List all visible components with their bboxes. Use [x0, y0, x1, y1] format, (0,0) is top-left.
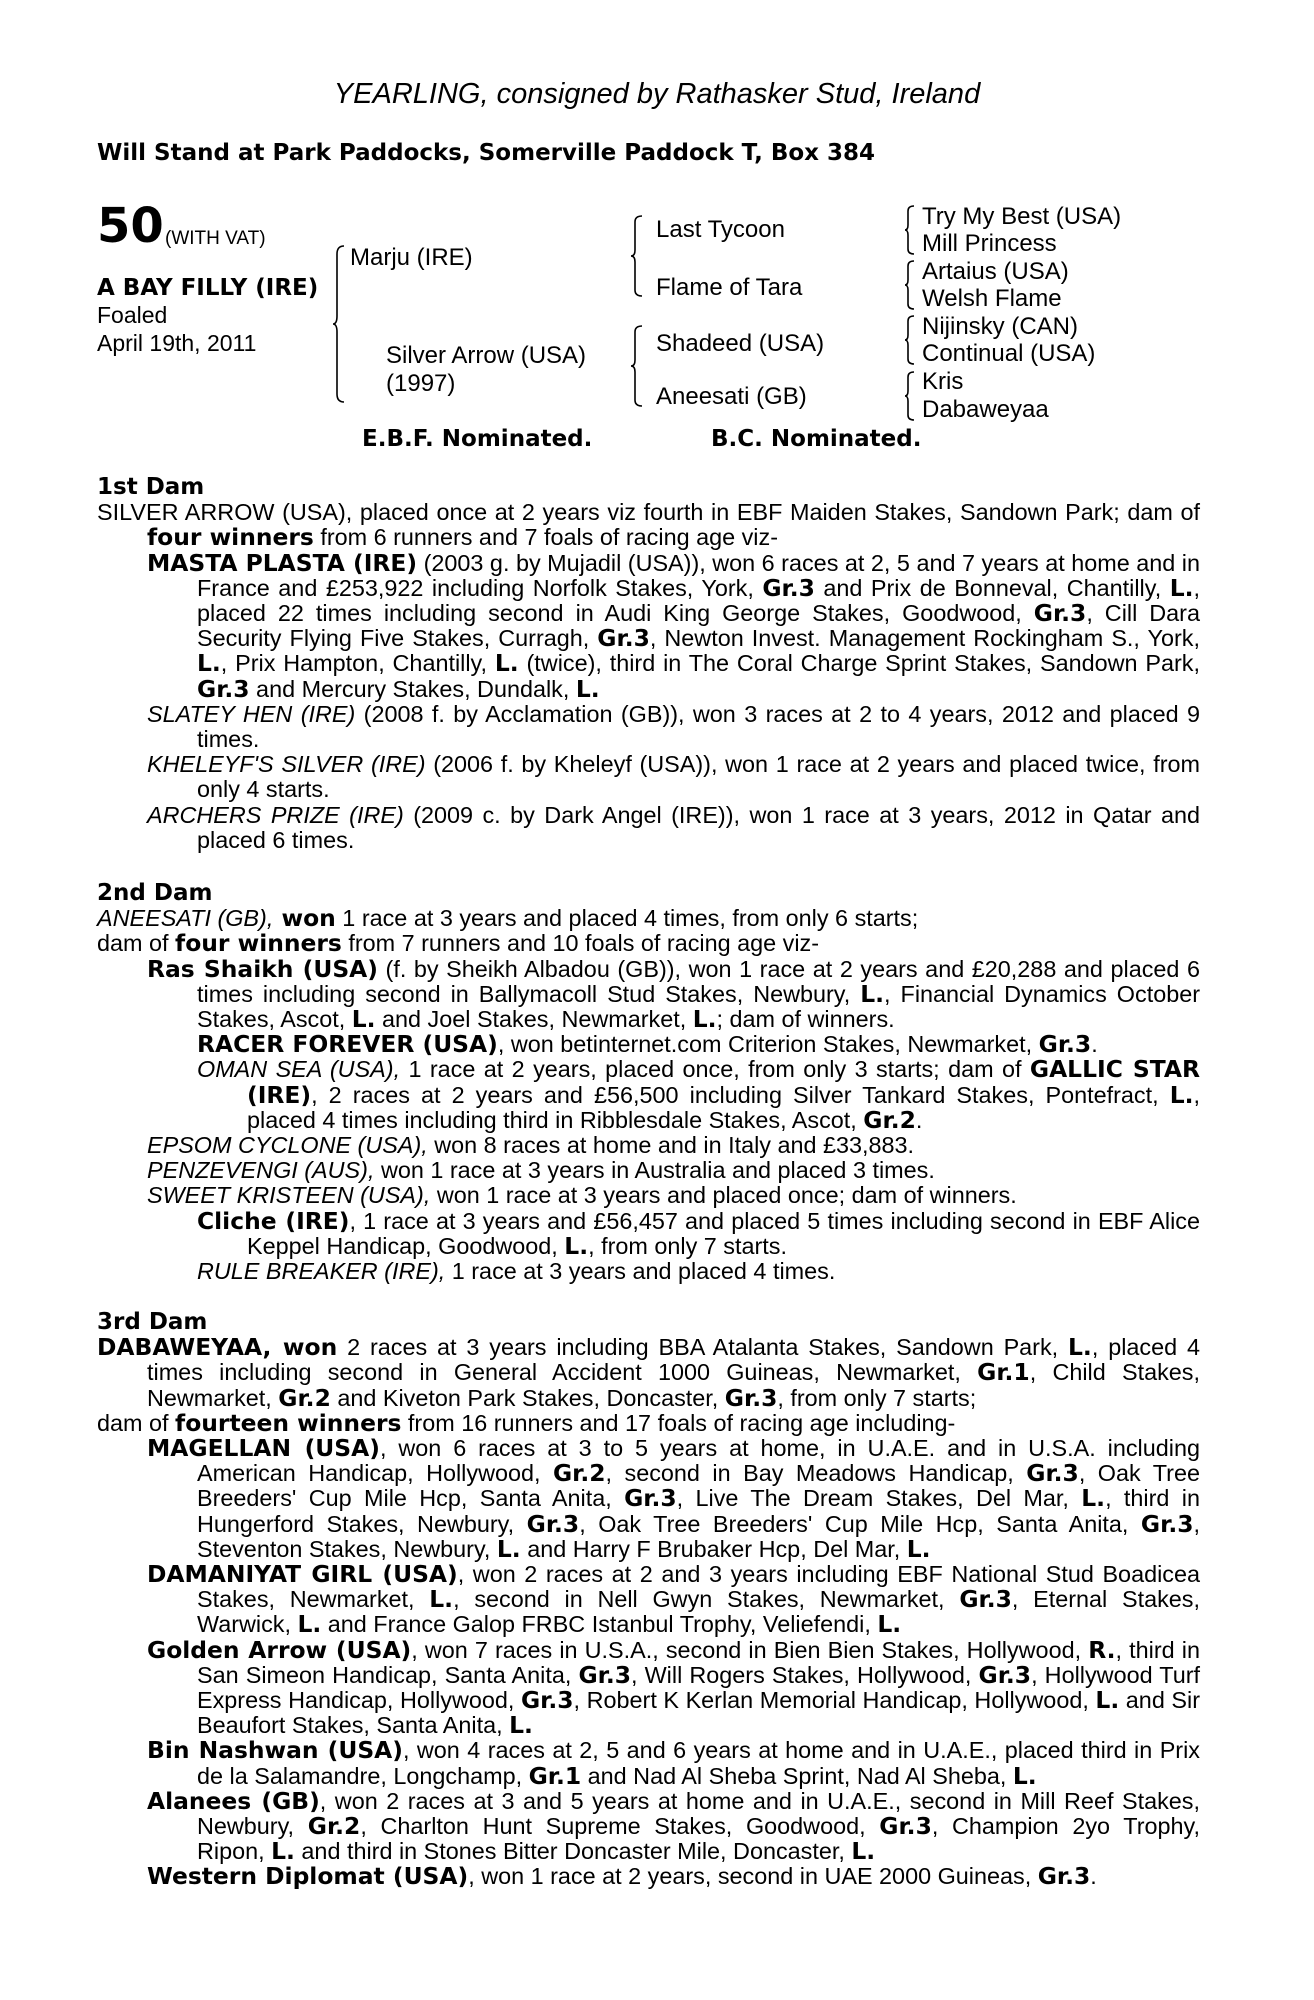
dam-sire: Shadeed (USA)	[656, 330, 825, 357]
pedigree-brace-gg2	[904, 259, 916, 311]
bc-nominated: B.C. Nominated.	[711, 426, 922, 452]
third-dam-heading: 3rd Dam	[97, 1309, 208, 1335]
second-dam-dam-of: dam of four winners from 7 runners and 10 foals of racing age viz-	[97, 929, 820, 958]
foaled-date: April 19th, 2011	[97, 330, 257, 356]
pedigree-brace-sire	[630, 214, 644, 298]
progeny-cliche: Cliche (IRE), 1 race at 3 years and £56,457 and placed 5 times including second in EBF Alice Keppel Handicap, Goodwood, L., from only 7 starts.	[197, 1206, 1200, 1260]
progeny-archers-prize: ARCHERS PRIZE (IRE) (2009 c. by Dark Angel (IRE)), won 1 race at 3 years, 2012 in Qatar and placed 6 times.	[147, 801, 1200, 853]
ggp-3: Artaius (USA)	[922, 258, 1069, 285]
progeny-racer-forever: RACER FOREVER (USA), won betinternet.com Criterion Stakes, Newmarket, Gr.3.	[197, 1030, 1098, 1059]
lot-number: 50	[97, 198, 164, 254]
vat-note: (WITH VAT)	[165, 228, 266, 249]
progeny-slatey-hen: SLATEY HEN (IRE) (2008 f. by Acclamation (GB)), won 3 races at 2 to 4 years, 2012 and placed 9 times.	[147, 700, 1200, 753]
progeny-western-diplomat: Western Diplomat (USA), won 1 race at 2 years, second in UAE 2000 Guineas, Gr.3.	[147, 1862, 1097, 1891]
horse-name: A BAY FILLY (IRE)	[97, 275, 319, 301]
dam-dam: Aneesati (GB)	[656, 383, 807, 410]
progeny-masta-plasta: MASTA PLASTA (IRE) (2003 g. by Mujadil (USA)), won 6 races at 2, 5 and 7 years at home and in France and £253,922 including Norfolk Stakes, York, Gr.3 and Prix de Bonneval, Chantilly, L., placed 22 times including second in Audi King George Stakes, Goodwood, Gr.3, Cill Dara Security Flying Five Stakes, Curragh, Gr.3, Newton Invest. Management Rockingham S., York, L., Prix Hampton, Chantilly, L. (twice), third in The Coral Charge Sprint Stakes, Sandown Park, Gr.3 and Mercury Stakes, Dundalk, L.	[147, 548, 1200, 703]
ggp-6: Continual (USA)	[922, 340, 1096, 367]
progeny-sweet-kristeen: SWEET KRISTEEN (USA), won 1 race at 3 years and placed once; dam of winners.	[147, 1182, 1017, 1209]
second-dam-intro: ANEESATI (GB), won 1 race at 3 years and placed 4 times, from only 6 starts;	[97, 904, 919, 933]
progeny-ras-shaikh: Ras Shaikh (USA) (f. by Sheikh Albadou (GB)), won 1 race at 2 years and £20,288 and placed 6 times including second in Ballymacoll Stud Stakes, Newbury, L., Financial Dynamics October Stakes, Ascot, L. and Joel Stakes, Newmarket, L.; dam of winners.	[147, 954, 1201, 1034]
progeny-alanees: Alanees (GB), won 2 races at 3 and 5 years at home and in U.A.E., second in Mill Reef Stakes, Newbury, Gr.2, Charlton Hunt Supreme Stakes, Goodwood, Gr.3, Champion 2yo Trophy, Ripon, L. and third in Stones Bitter Doncaster Mile, Doncaster, L.	[147, 1786, 1200, 1866]
foaled-label: Foaled	[97, 302, 168, 328]
pedigree-brace-parents	[332, 244, 346, 404]
ggp-5: Nijinsky (CAN)	[922, 313, 1078, 340]
sire-sire: Last Tycoon	[656, 216, 785, 243]
progeny-oman-sea: OMAN SEA (USA), 1 race at 2 years, placed once, from only 3 starts; dam of GALLIC STAR (IRE), 2 races at 2 years and £56,500 including Silver Tankard Stakes, Pontefract, L., placed 4 times including third in Ribblesdale Stakes, Ascot, Gr.2.	[197, 1055, 1200, 1134]
third-dam-dam-of: dam of fourteen winners from 16 runners and 17 foals of racing age including-	[97, 1408, 956, 1437]
progeny-epsom-cyclone: EPSOM CYCLONE (USA), won 8 races at home and in Italy and £33,883.	[147, 1132, 915, 1159]
ggp-1: Try My Best (USA)	[922, 203, 1122, 230]
progeny-damaniyat-girl: DAMANIYAT GIRL (USA), won 2 races at 2 and 3 years including EBF National Stud Boadicea Stakes, Newmarket, L., second in Nell Gwyn Stakes, Newmarket, Gr.3, Eternal Stakes, Warwick, L. and France Galop FRBC Istanbul Trophy, Veliefendi, L.	[147, 1560, 1200, 1639]
pedigree-brace-gg1	[904, 204, 916, 256]
sire: Marju (IRE)	[350, 244, 473, 271]
second-dam-heading: 2nd Dam	[97, 880, 213, 906]
sire-dam: Flame of Tara	[656, 274, 803, 301]
ggp-7: Kris	[922, 368, 964, 395]
progeny-kheleyfs-silver: KHELEYF'S SILVER (IRE) (2006 f. by Kheleyf (USA)), won 1 race at 2 years and placed twice, from only 4 starts.	[147, 751, 1200, 803]
stand-location: Will Stand at Park Paddocks, Somerville Paddock T, Box 384	[97, 140, 876, 166]
ggp-8: Dabaweyaa	[922, 396, 1049, 423]
first-dam-intro: SILVER ARROW (USA), placed once at 2 years viz fourth in EBF Maiden Stakes, Sandown Park; dam of four winners from 6 runners and 7 foals of racing age viz-	[97, 499, 1200, 552]
second-dam-section	[97, 881, 1200, 1284]
ggp-4: Welsh Flame	[922, 285, 1062, 312]
progeny-penzevengi: PENZEVENGI (AUS), won 1 race at 3 years in Australia and placed 3 times.	[147, 1157, 935, 1184]
third-dam-intro: DABAWEYAA, won 2 races at 3 years including BBA Atalanta Stakes, Sandown Park, L., placed 4 times including second in General Accident 1000 Guineas, Newmarket, Gr.1, Child Stakes, Newmarket, Gr.2 and Kiveton Park Stakes, Doncaster, Gr.3, from only 7 starts;	[97, 1333, 1201, 1412]
first-dam-section	[97, 475, 1200, 853]
third-dam-section	[97, 1310, 1200, 1890]
first-dam-heading: 1st Dam	[97, 474, 205, 500]
ebf-nominated: E.B.F. Nominated.	[362, 426, 593, 452]
ggp-2: Mill Princess	[922, 230, 1057, 257]
dam: Silver Arrow (USA)	[386, 342, 587, 369]
pedigree-brace-dam	[630, 324, 644, 408]
pedigree-brace-gg4	[904, 370, 916, 422]
progeny-magellan: MAGELLAN (USA), won 6 races at 3 to 5 years at home, in U.A.E. and in U.S.A. including American Handicap, Hollywood, Gr.2, second in Bay Meadows Handicap, Gr.3, Oak Tree Breeders' Cup Mile Hcp, Santa Anita, Gr.3, Live The Dream Stakes, Del Mar, L., third in Hungerford Stakes, Newbury, Gr.3, Oak Tree Breeders' Cup Mile Hcp, Santa Anita, Gr.3, Steventon Stakes, Newbury, L. and Harry F Brubaker Hcp, Del Mar, L.	[147, 1434, 1200, 1563]
catalogue-title: YEARLING, consigned by Rathasker Stud, Ireland	[333, 78, 981, 110]
dam-year: (1997)	[386, 370, 456, 397]
progeny-golden-arrow: Golden Arrow (USA), won 7 races in U.S.A., second in Bien Bien Stakes, Hollywood, R., third in San Simeon Handicap, Santa Anita, Gr.3, Will Rogers Stakes, Hollywood, Gr.3, Hollywood Turf Express Handicap, Hollywood, Gr.3, Robert K Kerlan Memorial Handicap, Hollywood, L. and Sir Beaufort Stakes, Santa Anita, L.	[147, 1635, 1200, 1740]
pedigree-brace-gg3	[904, 314, 916, 366]
progeny-rule-breaker: RULE BREAKER (IRE), 1 race at 3 years and placed 4 times.	[197, 1258, 836, 1285]
progeny-bin-nashwan: Bin Nashwan (USA), won 4 races at 2, 5 and 6 years at home and in U.A.E., placed third in Prix de la Salamandre, Longchamp, Gr.1 and Nad Al Sheba Sprint, Nad Al Sheba, L.	[147, 1736, 1200, 1790]
